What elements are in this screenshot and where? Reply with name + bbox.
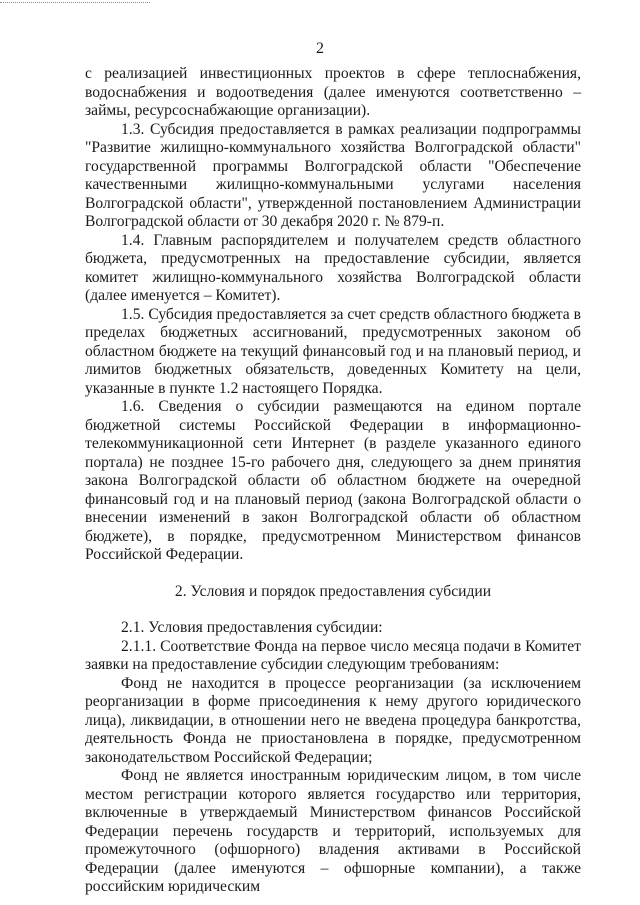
- page-number: 2: [316, 40, 324, 57]
- section-heading: 2. Условия и порядок предоставления субсидии: [174, 582, 492, 600]
- paragraph-requirement-reorganization: Фонд не находится в процессе реорганизации (за исключением реорганизации в форме присоединения к нему другого юридического лица), ликвидации, в отношении него не введена процедура банкротства, деятельность Фонда не приостановлена в порядке, предусмотренном законодательством Российской Федерации;: [85, 674, 581, 766]
- paragraph-1-6: 1.6. Сведения о субсидии размещаются на едином портале бюджетной системы Российской Федерации в информационно-телекоммуникационной сети Интернет (в разделе указанного единого портала) не позднее 15-го рабочего дня, следующего за днем принятия закона Волгоградской области об областном бюджете на очередной финансовый год и на плановый период (закона Волгоградской области о внесении изменений в закон Волгоградской области об областном бюджете), в порядке, предусмотренном Министерством финансов Российской Федерации.: [85, 398, 581, 563]
- document-body: [85, 65, 581, 897]
- paragraph-1-4: 1.4. Главным распорядителем и получателем средств областного бюджета, предусмотренных на предоставление субсидии, является комитет жилищно-коммунального хозяйства Волгоградской области (далее именуется – Комитет).: [85, 231, 581, 304]
- paragraph-1-3: 1.3. Субсидия предоставляется в рамках реализации подпрограммы "Развитие жилищно-коммунального хозяйства Волгоградской области" государственной программы Волгоградской области "Обеспечение качественными жилищно-коммунальными услугами населения Волгоградской области", утвержденной постановлением Администрации Волгоградской области от 30 декабря 2020 г. № 879-п.: [85, 120, 581, 230]
- paragraph-2-1-1: 2.1.1. Соответствие Фонда на первое число месяца подачи в Комитет заявки на предоставление субсидии следующим требованиям:: [85, 637, 581, 673]
- paragraph-requirement-foreign-entity: Фонд не является иностранным юридическим лицом, в том числе местом регистрации которого является государство или территория, включенные в утверждаемый Министерством финансов Российской Федерации перечень государств и территорий, используемых для промежуточного (офшорного) владения активами в Российской Федерации (далее именуются – офшорные компании), а также российским юридическим: [85, 767, 581, 895]
- top-dotted-rule: [0, 2, 150, 3]
- paragraph-2-1: 2.1. Условия предоставления субсидии:: [121, 619, 383, 636]
- paragraph-continuation: с реализацией инвестиционных проектов в сфере теплоснабжения, водоснабжения и водоотведения (далее именуются соответственно – займы, ресурсоснабжающие организации).: [85, 65, 581, 119]
- paragraph-1-5: 1.5. Субсидия предоставляется за счет средств областного бюджета в пределах бюджетных ассигнований, предусмотренных законом об областном бюджете на текущий финансовый год и на плановый период, и лимитов бюджетных обязательств, доведенных Комитету на цели, указанные в пункте 1.2 настоящего Порядка.: [85, 305, 581, 397]
